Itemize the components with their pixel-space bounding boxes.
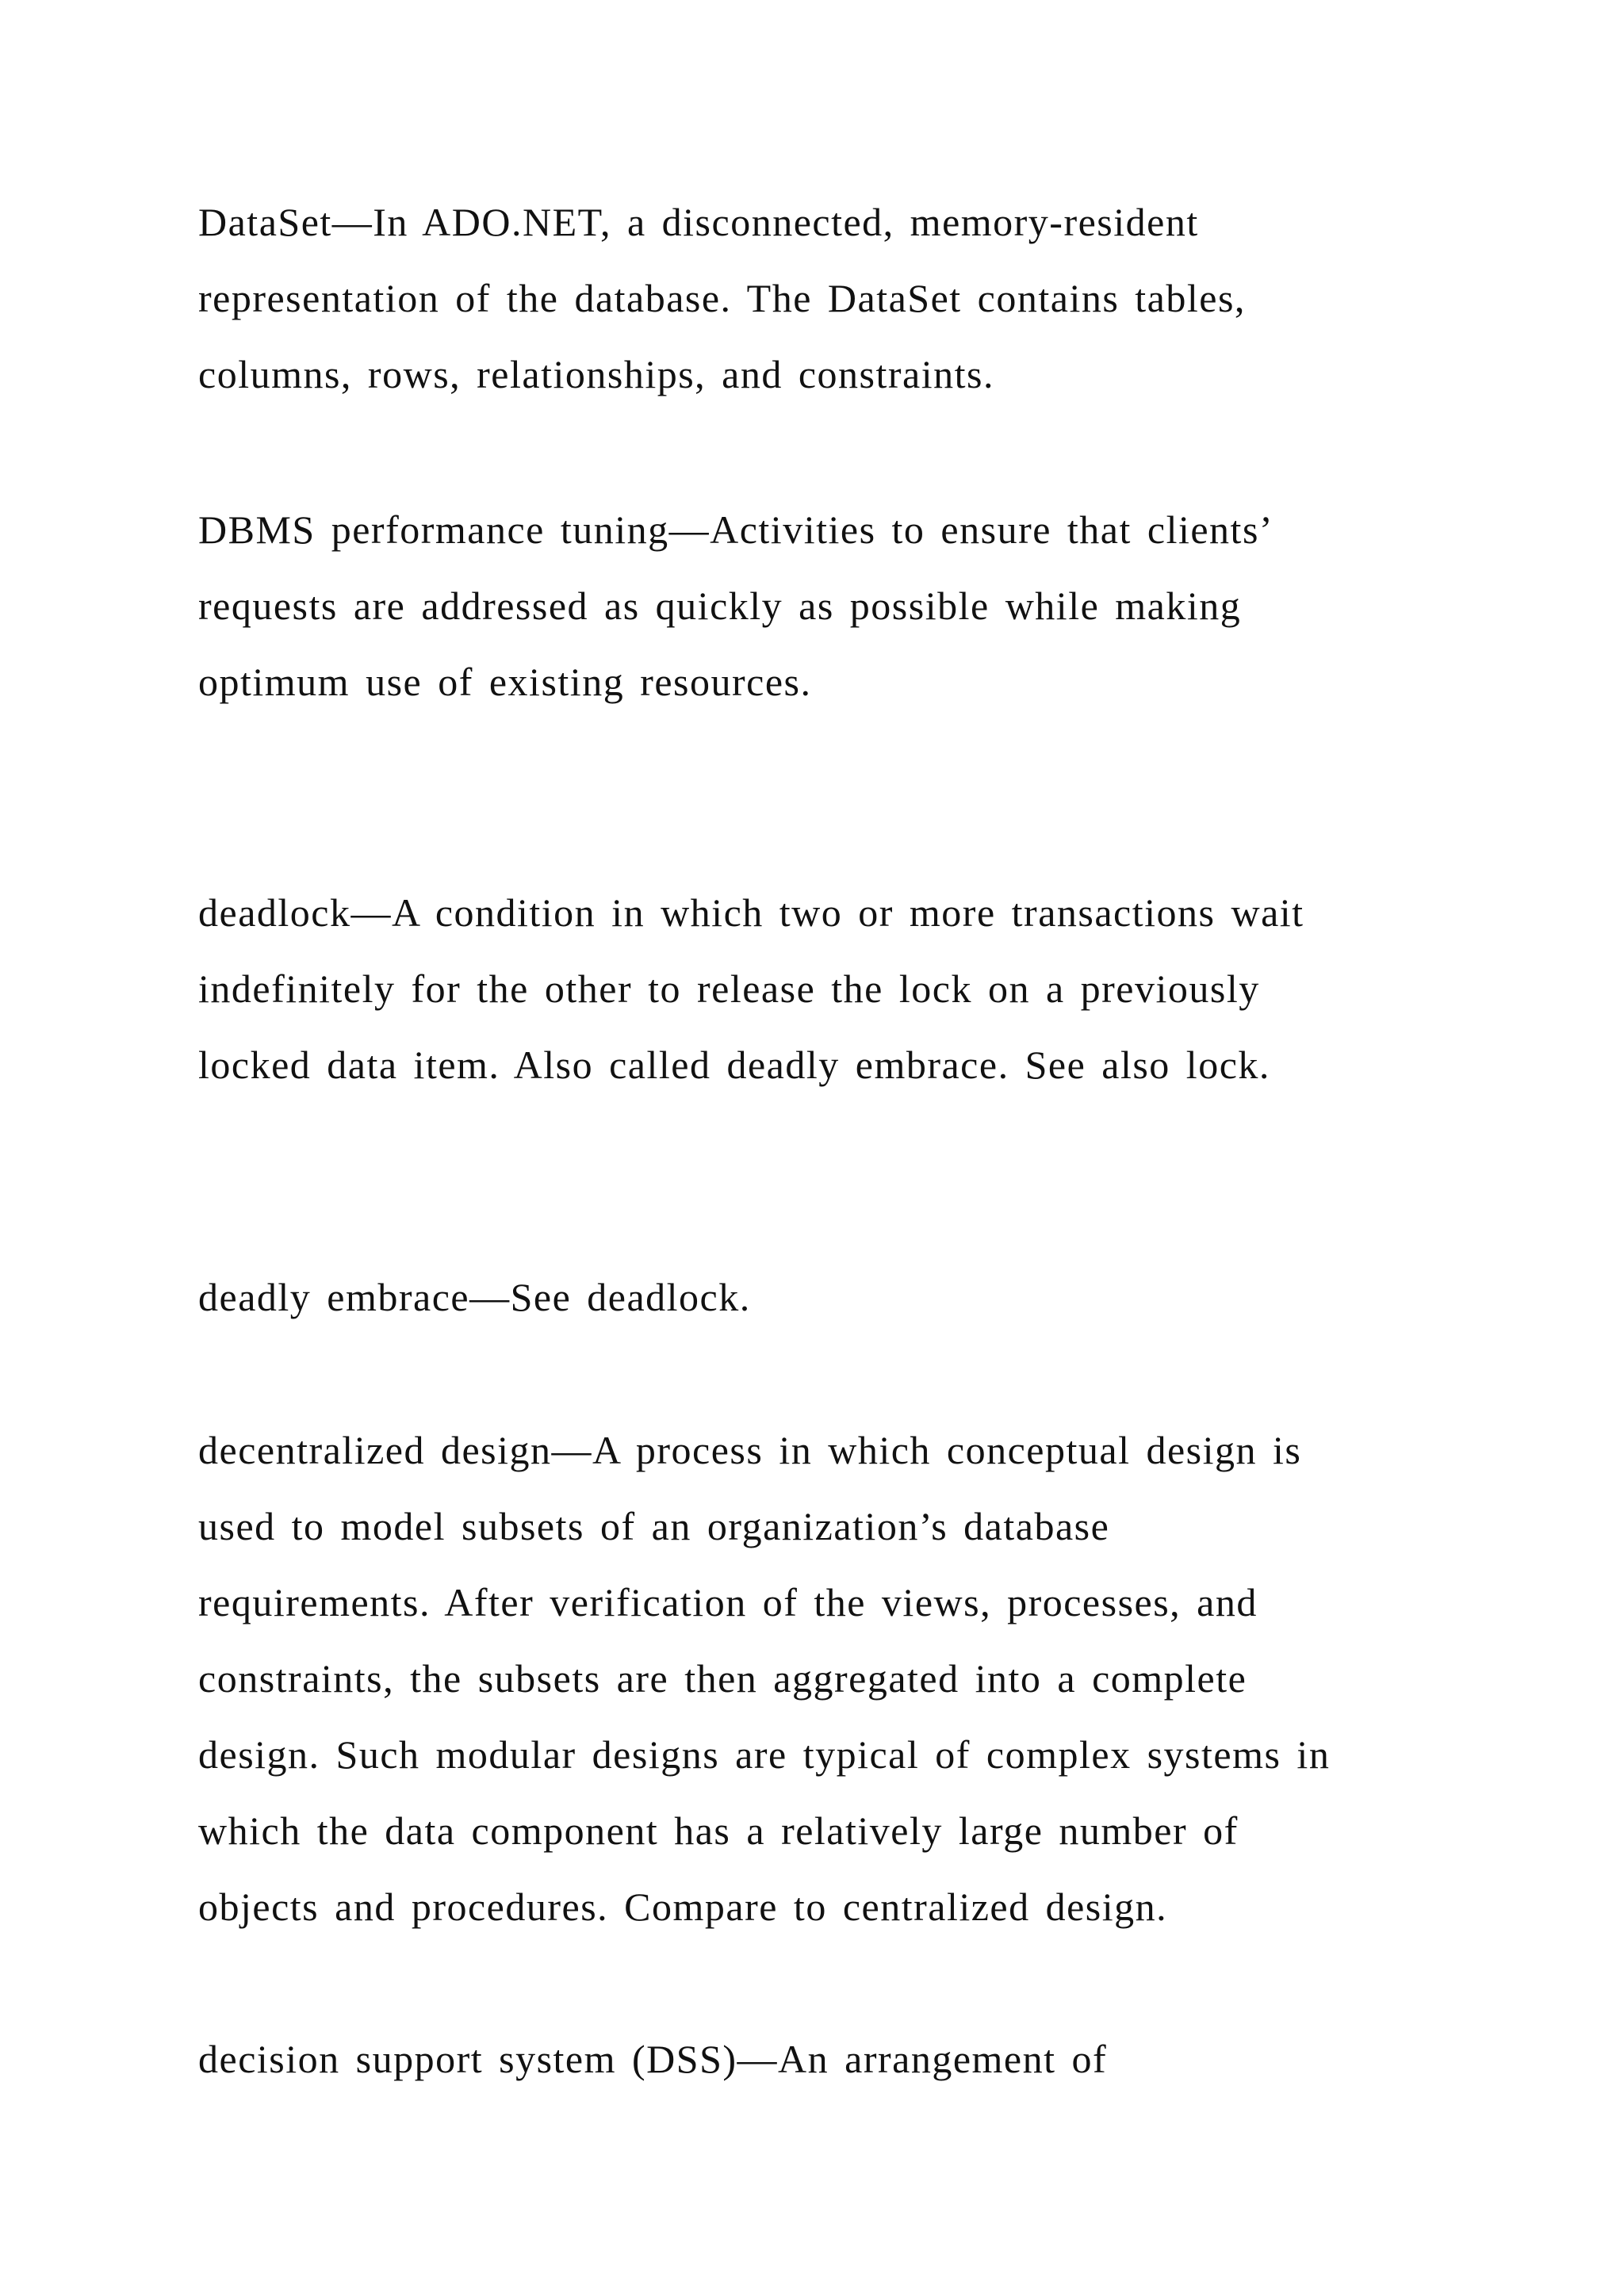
entry-line: indefinitely for the other to release the lock on a previously	[198, 966, 1260, 1011]
entry-line: objects and procedures. Compare to centralized design.	[198, 1885, 1168, 1929]
entry-line: deadly embrace—See deadlock.	[198, 1275, 751, 1319]
entry-line: representation of the database. The DataSet contains tables,	[198, 276, 1246, 320]
glossary-entry-deadlock	[198, 874, 1467, 1103]
glossary-entry-deadly-embrace	[198, 1259, 1467, 1335]
glossary-entry-decentralized-design	[198, 1412, 1467, 1945]
glossary-entry-decision-support-system	[198, 2021, 1467, 2097]
entry-line: used to model subsets of an organization’s database	[198, 1504, 1110, 1548]
entry-line: deadlock—A condition in which two or more transactions wait	[198, 890, 1304, 935]
entry-line: which the data component has a relatively large number of	[198, 1808, 1239, 1853]
entry-line: design. Such modular designs are typical of complex systems in	[198, 1732, 1331, 1777]
glossary-entry-dataset	[198, 184, 1467, 412]
entry-line: decision support system (DSS)—An arrangement of	[198, 2037, 1108, 2081]
entry-line: optimum use of existing resources.	[198, 660, 812, 704]
entry-line: requirements. After verification of the views, processes, and	[198, 1580, 1258, 1624]
entry-line: columns, rows, relationships, and constraints.	[198, 352, 994, 396]
entry-line: DataSet—In ADO.NET, a disconnected, memory-resident	[198, 200, 1199, 244]
glossary-entry-dbms-performance-tuning	[198, 492, 1467, 720]
entry-line: requests are addressed as quickly as possible while making	[198, 584, 1242, 628]
entry-line: locked data item. Also called deadly embrace. See also lock.	[198, 1043, 1270, 1087]
entry-line: constraints, the subsets are then aggregated into a complete	[198, 1656, 1247, 1701]
entry-line: decentralized design—A process in which conceptual design is	[198, 1428, 1302, 1472]
entry-line: DBMS performance tuning—Activities to ensure that clients’	[198, 507, 1274, 552]
